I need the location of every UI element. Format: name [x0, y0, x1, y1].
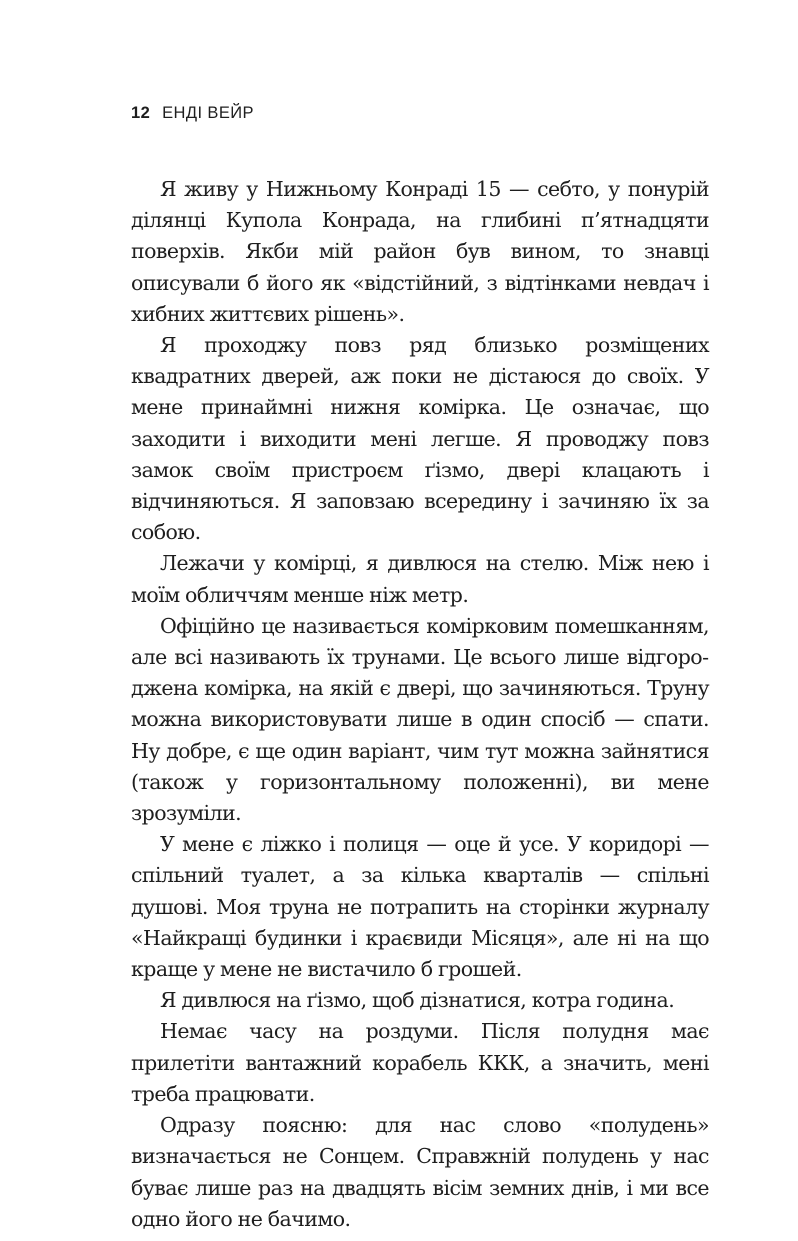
paragraph: Лежачи у комірці, я дивлюся на стелю. Між нею і моїм обличчям менше ніж метр.	[131, 551, 709, 607]
paragraph: Я проходжу повз ряд близько розміщених квадратних дверей, аж поки не дістаюся до своїх. У мене принаймні нижня комірка. Це означає, що заходити і виходити мені легше. Я проводжу повз замок своїм пристроєм ґізмо, двері клацають і відчиняються. Я заповзаю всередину і зачиняю їх за собою.	[131, 333, 709, 545]
paragraph: Офіційно це називається комірковим помешканням, але всі називають їх трунами. Це всього лише відгороджена комірка, на якій є двері, що зачиняються. Труну можна використовувати лише в один спосіб — спати. Ну добре, є ще один варіант, чим тут можна зайнятися (також у горизонтальному положенні), ви мене зрозуміли.	[131, 613, 709, 826]
page-number: 12	[131, 104, 151, 122]
author-name: ЕНДІ ВЕЙР	[162, 104, 254, 122]
paragraph: Я живу у Нижньому Конраді 15 — себто, у понурій ділянці Купола Конрада, на глибині п’ятнадцяти поверхів. Якби мій район був вином, то знавці описували б його як «відстійний, з відтінками невдач і хибних життєвих рішень».	[131, 177, 709, 326]
paragraph: Я дивлюся на ґізмо, щоб дізнатися, котра година.	[160, 988, 675, 1013]
body-text	[131, 174, 709, 1235]
running-head	[131, 104, 254, 123]
paragraph: У мене є ліжко і полиця — оце й усе. У коридорі — спільний туалет, а за кілька кварталів — спільні душові. Моя труна не потрапить на сторінки журналу «Найкращі будинки і краєвиди Місяця», але ні на що краще у мене не вистачило б грошей.	[131, 832, 709, 982]
paragraph: Одразу поясню: для нас слово «полудень» визначається не Сонцем. Справжній полудень у нас буває лише раз на двадцять вісім земних днів, і ми все одно його не бачимо.	[131, 1113, 709, 1231]
paragraph: Немає часу на роздуми. Після полудня має прилетіти вантажний корабель ККК, а значить, мені треба працювати.	[131, 1019, 709, 1106]
